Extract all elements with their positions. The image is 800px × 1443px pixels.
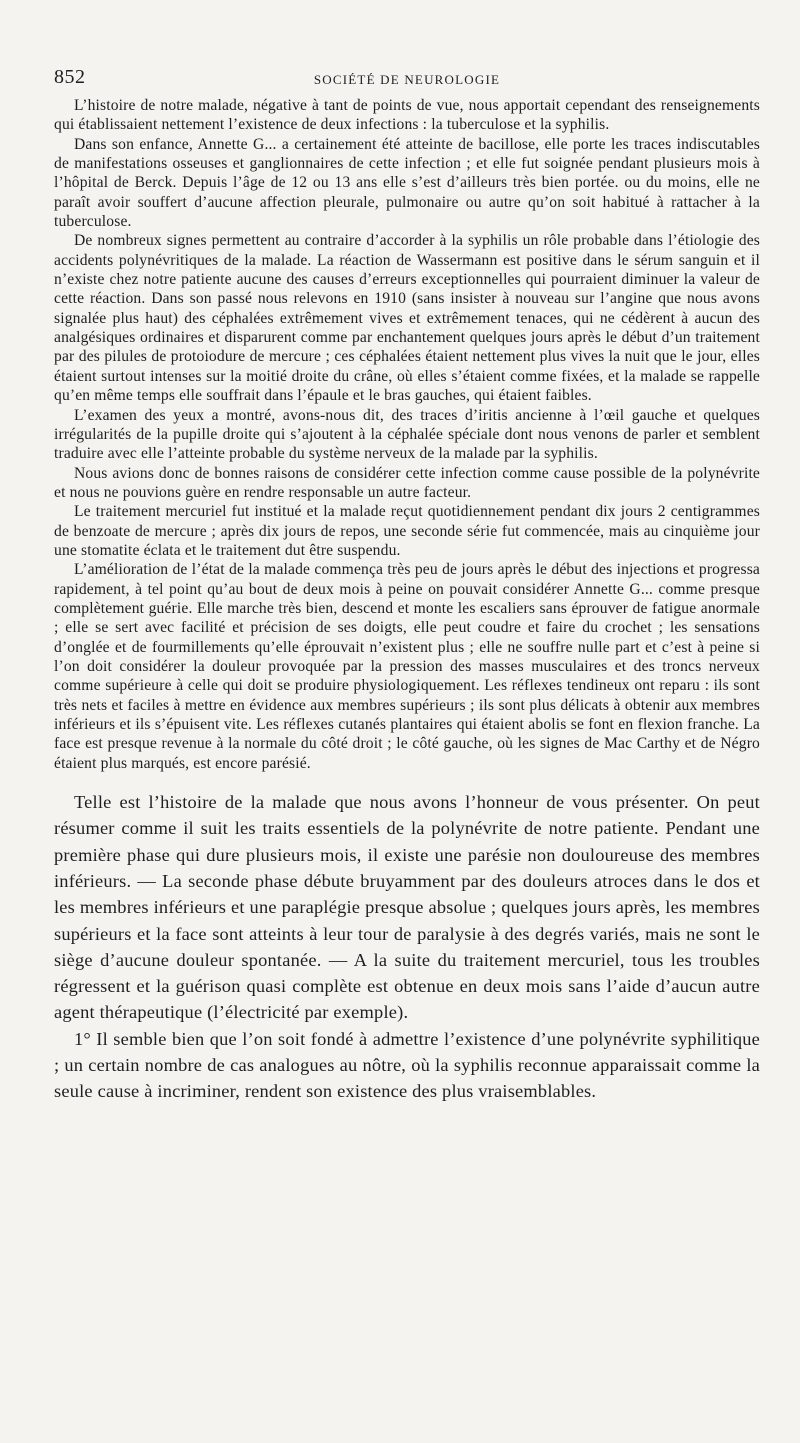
large-print-section [54, 789, 760, 1105]
paragraph: Dans son enfance, Annette G... a certainement été atteinte de bacillose, elle porte les traces indiscutables de manifestations osseuses et ganglionnaires de cette infection ; et elle fut soignée pendant plusieurs mois à l’hôpital de Berck. Depuis l’âge de 12 ou 13 ans elle s’est d’ailleurs très bien portée. ou du moins, elle ne paraît avoir souffert d’aucune affection pleurale, pulmonaire ou autre qu’on soit habitué à rattacher à la tuberculose. [54, 135, 760, 231]
page-number: 852 [54, 66, 86, 88]
small-print-section [54, 96, 760, 773]
running-head: SOCIÉTÉ DE NEUROLOGIE [313, 72, 501, 87]
paragraph: Nous avions donc de bonnes raisons de considérer cette infection comme cause possible de la polynévrite et nous ne pouvions guère en rendre responsable un autre facteur. [54, 464, 760, 501]
paragraph: 1° Il semble bien que l’on soit fondé à admettre l’existence d’une polynévrite syphilitique ; un certain nombre de cas analogues au nôtre, où la syphilis reconnue apparaissait comme la seule cause à incriminer, rendent son existence des plus vraisemblables. [54, 1028, 760, 1102]
paragraph: De nombreux signes permettent au contraire d’accorder à la syphilis un rôle probable dans l’étiologie des accidents polynévritiques de la malade. La réaction de Wassermann est positive dans le sérum sanguin et il n’existe chez notre patiente aucune des causes d’erreurs exceptionnelles qui pourraient diminuer la valeur de cette réaction. Dans son passé nous relevons en 1910 (sans insister à nouveau sur l’angine que nous avons signalée plus haut) des céphalées extrêmement vives et extrêmement tenaces, qui ne cédèrent à aucun des analgésiques ordinaires et disparurent comme par enchantement quelques jours après le début d’un traitement par des pilules de protoiodure de mercure ; ces céphalées étaient nettement plus vives la nuit que le jour, elles étaient surtout intenses sur la moitié droite du crâne, où elles s’étaient comme fixées, et la malade se rappelle qu’en même temps elle souffrait dans l’épaule et le bras gauches, qui étaient faibles. [54, 232, 760, 405]
paragraph: L’examen des yeux a montré, avons-nous dit, des traces d’iritis ancienne à l’œil gauche et quelques irrégularités de la pupille droite qui s’ajoutent à la céphalée spéciale dont nous venons de parler et semblent traduire avec elle l’atteinte probable du système nerveux de la malade par la syphilis. [54, 406, 760, 463]
paragraph: Telle est l’histoire de la malade que nous avons l’honneur de vous présenter. On peut résumer comme il suit les traits essentiels de la polynévrite de notre patiente. Pendant une première phase qui dure plusieurs mois, il existe une parésie non douloureuse des membres inférieurs. — La seconde phase débute bruyamment par des douleurs atroces dans le dos et les membres inférieurs et une paraplégie presque absolue ; quelques jours après, les membres supérieurs et la face sont atteints à leur tour de paralysie à des degrés variés, mais ne sont le siège d’aucune douleur spontanée. — A la suite du traitement mercuriel, tous les troubles régressent et la guérison quasi complète est obtenue en deux mois sans l’aide d’aucun autre agent thérapeutique (l’électricité par exemple). [54, 792, 760, 1023]
page-header [54, 66, 760, 96]
paragraph: L’histoire de notre malade, négative à tant de points de vue, nous apportait cependant des renseignements qui établissaient nettement l’existence de deux infections : la tuberculose et la syphilis. [54, 97, 760, 134]
paragraph: Le traitement mercuriel fut institué et la malade reçut quotidiennement pendant dix jours 2 centigrammes de benzoate de mercure ; après dix jours de repos, une seconde série fut commencée, mais au cinquième jour une stomatite éclata et le traitement dut être suspendu. [54, 503, 760, 559]
document-page [54, 66, 760, 1105]
paragraph: L’amélioration de l’état de la malade commença très peu de jours après le début des injections et progressa rapidement, à tel point qu’au bout de deux mois à peine on pouvait considérer Annette G... comme presque complètement guérie. Elle marche très bien, descend et monte les escaliers sans éprouver de fatigue anormale ; elle se sert avec facilité et précision de ses doigts, elle peut coudre et faire du crochet ; les sensations d’onglée et de fourmillements qu’elle éprouvait n’existent plus ; elle ne souffre nulle part et c’est à peine si l’on doit considérer la douleur provoquée par la pression des masses musculaires et des troncs nerveux comme supérieure à celle qui doit se produire physiologiquement. Les réflexes tendineux ont reparu : ils sont très nets et faciles à mettre en évidence aux membres supérieurs ; ils sont plus délicats à obtenir aux membres inférieurs et ils s’épuisent vite. Les réflexes cutanés plantaires qui étaient abolis se font en flexion franche. La face est presque revenue à la normale du côté droit ; le côté gauche, où les signes de Mac Carthy et de Négro étaient plus marqués, est encore parésié. [54, 561, 760, 772]
